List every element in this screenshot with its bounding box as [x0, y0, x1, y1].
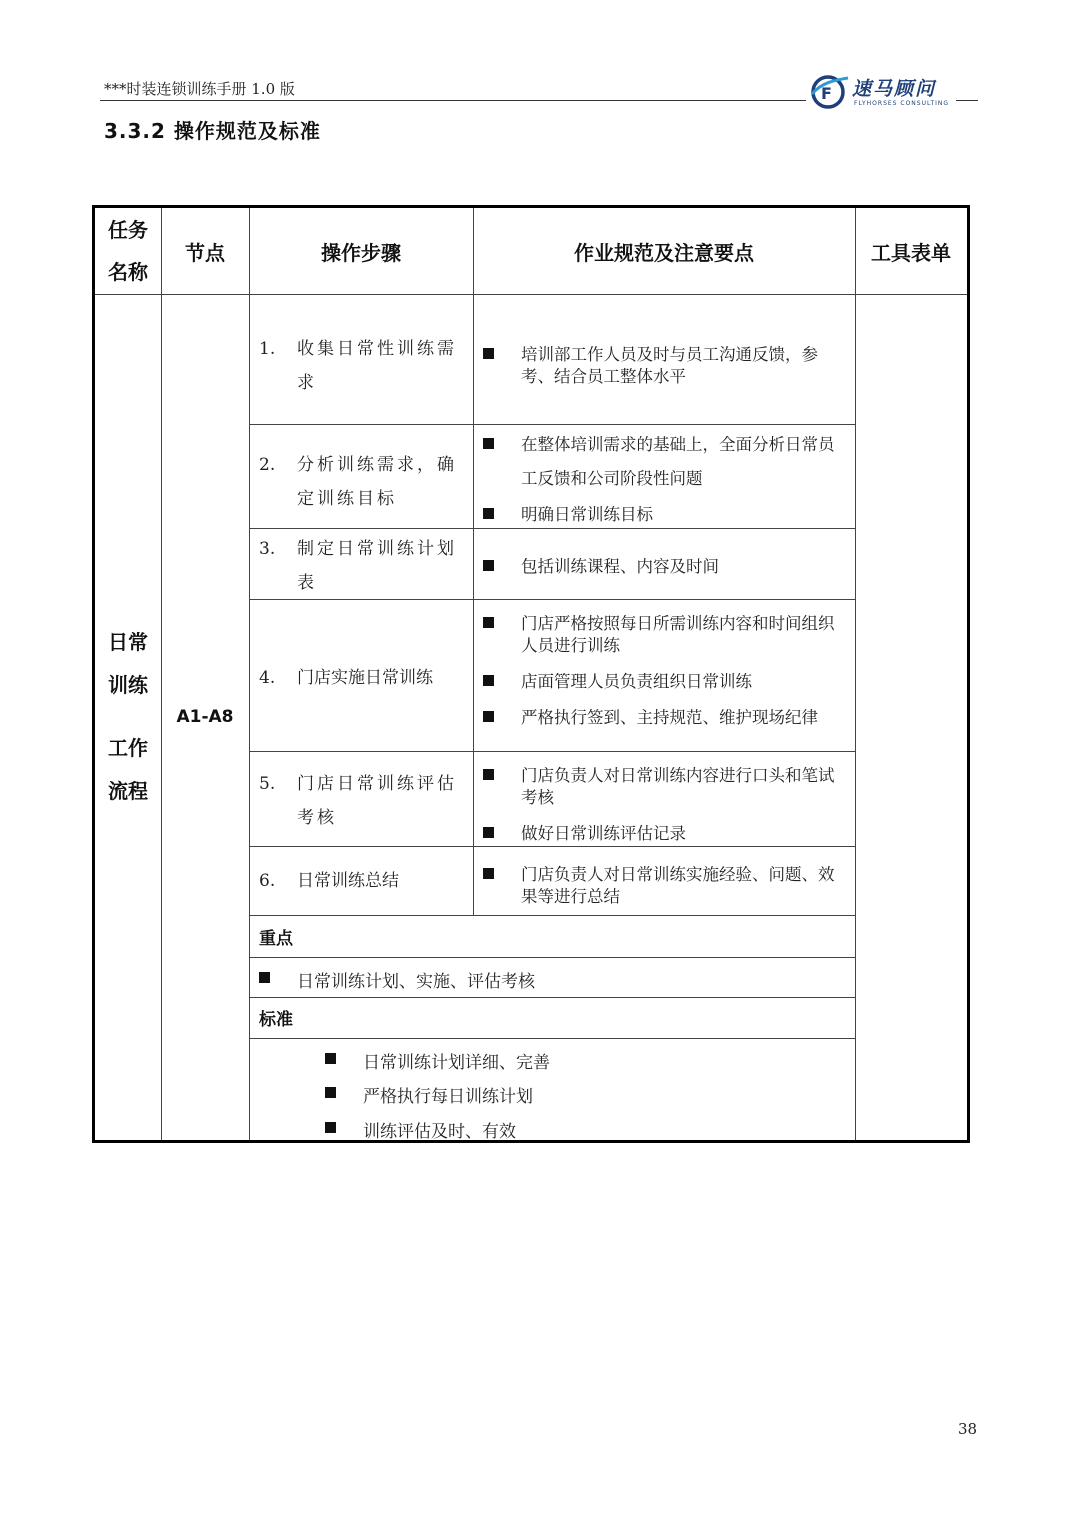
task-name-line: 训练 — [108, 673, 148, 697]
step-text: 门店实施日常训练 — [297, 668, 433, 688]
square-bullet-icon — [483, 827, 494, 838]
page-header — [100, 70, 976, 107]
square-bullet-icon — [325, 1087, 336, 1098]
header-title: ***时装连锁训练手册 1.0 版 — [104, 80, 295, 98]
spec-cell — [473, 846, 855, 915]
logo-text: 速马顾问 — [852, 78, 937, 100]
header-task-line2: 名称 — [108, 260, 148, 284]
step-text: 收集日常性训练需求 — [297, 339, 457, 393]
spec-text: 店面管理人员负责组织日常训练 — [521, 672, 752, 691]
step-cell — [249, 599, 473, 751]
spec-text: 门店负责人对日常训练实施经验、问题、效果等进行总结 — [521, 865, 835, 906]
key-points-cell — [249, 957, 855, 997]
step-number: 4. — [259, 668, 276, 688]
col-divider — [855, 208, 856, 1140]
step-text: 日常训练总结 — [297, 871, 399, 891]
step-cell — [249, 294, 473, 424]
step-number: 1. — [259, 339, 276, 359]
procedure-table — [92, 205, 970, 1143]
task-name-line: 流程 — [108, 779, 148, 803]
step-text: 门店日常训练评估考核 — [297, 774, 457, 828]
header-task-name — [95, 208, 161, 294]
spec-text: 包括训练课程、内容及时间 — [521, 557, 719, 576]
square-bullet-icon — [259, 972, 270, 983]
svg-text:F: F — [821, 84, 832, 103]
spec-text: 严格执行签到、主持规范、维护现场纪律 — [521, 708, 818, 727]
square-bullet-icon — [483, 617, 494, 628]
spec-cell — [473, 599, 855, 751]
spec-cell — [473, 528, 855, 599]
spec-text: 门店负责人对日常训练内容进行口头和笔试考核 — [521, 766, 835, 807]
step-cell — [249, 751, 473, 846]
step-text: 制定日常训练计划表 — [297, 539, 457, 593]
step-cell — [249, 528, 473, 599]
spec-cell — [473, 294, 855, 424]
spec-text: 明确日常训练目标 — [521, 505, 653, 524]
spec-cell — [473, 751, 855, 846]
step-number: 5. — [259, 774, 276, 794]
spec-text: 在整体培训需求的基础上，全面分析日常员工反馈和公司阶段性问题 — [521, 435, 835, 488]
square-bullet-icon — [483, 348, 494, 359]
task-name-line: 工作 — [108, 736, 148, 760]
logo-subtitle: FLYHORSES CONSULTING — [854, 100, 950, 107]
square-bullet-icon — [325, 1122, 336, 1133]
standard-text: 日常训练计划详细、完善 — [363, 1053, 550, 1073]
standards-label: 标准 — [259, 1010, 293, 1030]
header-steps: 操作步骤 — [321, 240, 401, 265]
key-point-text: 日常训练计划、实施、评估考核 — [297, 972, 535, 992]
square-bullet-icon — [483, 560, 494, 571]
standards-cell — [249, 1038, 855, 1140]
node-code: A1-A8 — [176, 707, 234, 727]
header-rule-right — [956, 100, 978, 101]
logo-mark-icon — [808, 72, 852, 112]
spec-text: 培训部工作人员及时与员工沟通反馈，参考、结合员工整体水平 — [521, 345, 818, 386]
spec-cell — [473, 424, 855, 528]
square-bullet-icon — [483, 508, 494, 519]
company-logo — [808, 72, 956, 112]
step-text: 分析训练需求，确定训练目标 — [297, 455, 457, 509]
square-bullet-icon — [483, 438, 494, 449]
header-rule — [100, 100, 806, 101]
header-node: 节点 — [185, 240, 225, 265]
step-cell — [249, 424, 473, 528]
square-bullet-icon — [325, 1053, 336, 1064]
section-title: 3.3.2 操作规范及标准 — [104, 119, 321, 143]
header-tools: 工具表单 — [871, 240, 951, 265]
standard-text: 训练评估及时、有效 — [363, 1122, 516, 1142]
step-number: 2. — [259, 455, 276, 475]
page-number: 38 — [958, 1420, 978, 1438]
task-name — [95, 294, 161, 1140]
header-task-line1: 任务 — [108, 218, 148, 242]
spec-text: 做好日常训练评估记录 — [521, 824, 686, 843]
step-cell — [249, 846, 473, 915]
square-bullet-icon — [483, 711, 494, 722]
square-bullet-icon — [483, 769, 494, 780]
step-number: 6. — [259, 871, 276, 891]
task-name-line: 日常 — [108, 630, 148, 654]
square-bullet-icon — [483, 868, 494, 879]
square-bullet-icon — [483, 675, 494, 686]
key-points-label: 重点 — [259, 928, 293, 949]
step-number: 3. — [259, 539, 276, 559]
standard-text: 严格执行每日训练计划 — [363, 1087, 533, 1107]
header-specs: 作业规范及注意要点 — [574, 240, 754, 265]
spec-text: 门店严格按照每日所需训练内容和时间组织人员进行训练 — [521, 614, 835, 655]
